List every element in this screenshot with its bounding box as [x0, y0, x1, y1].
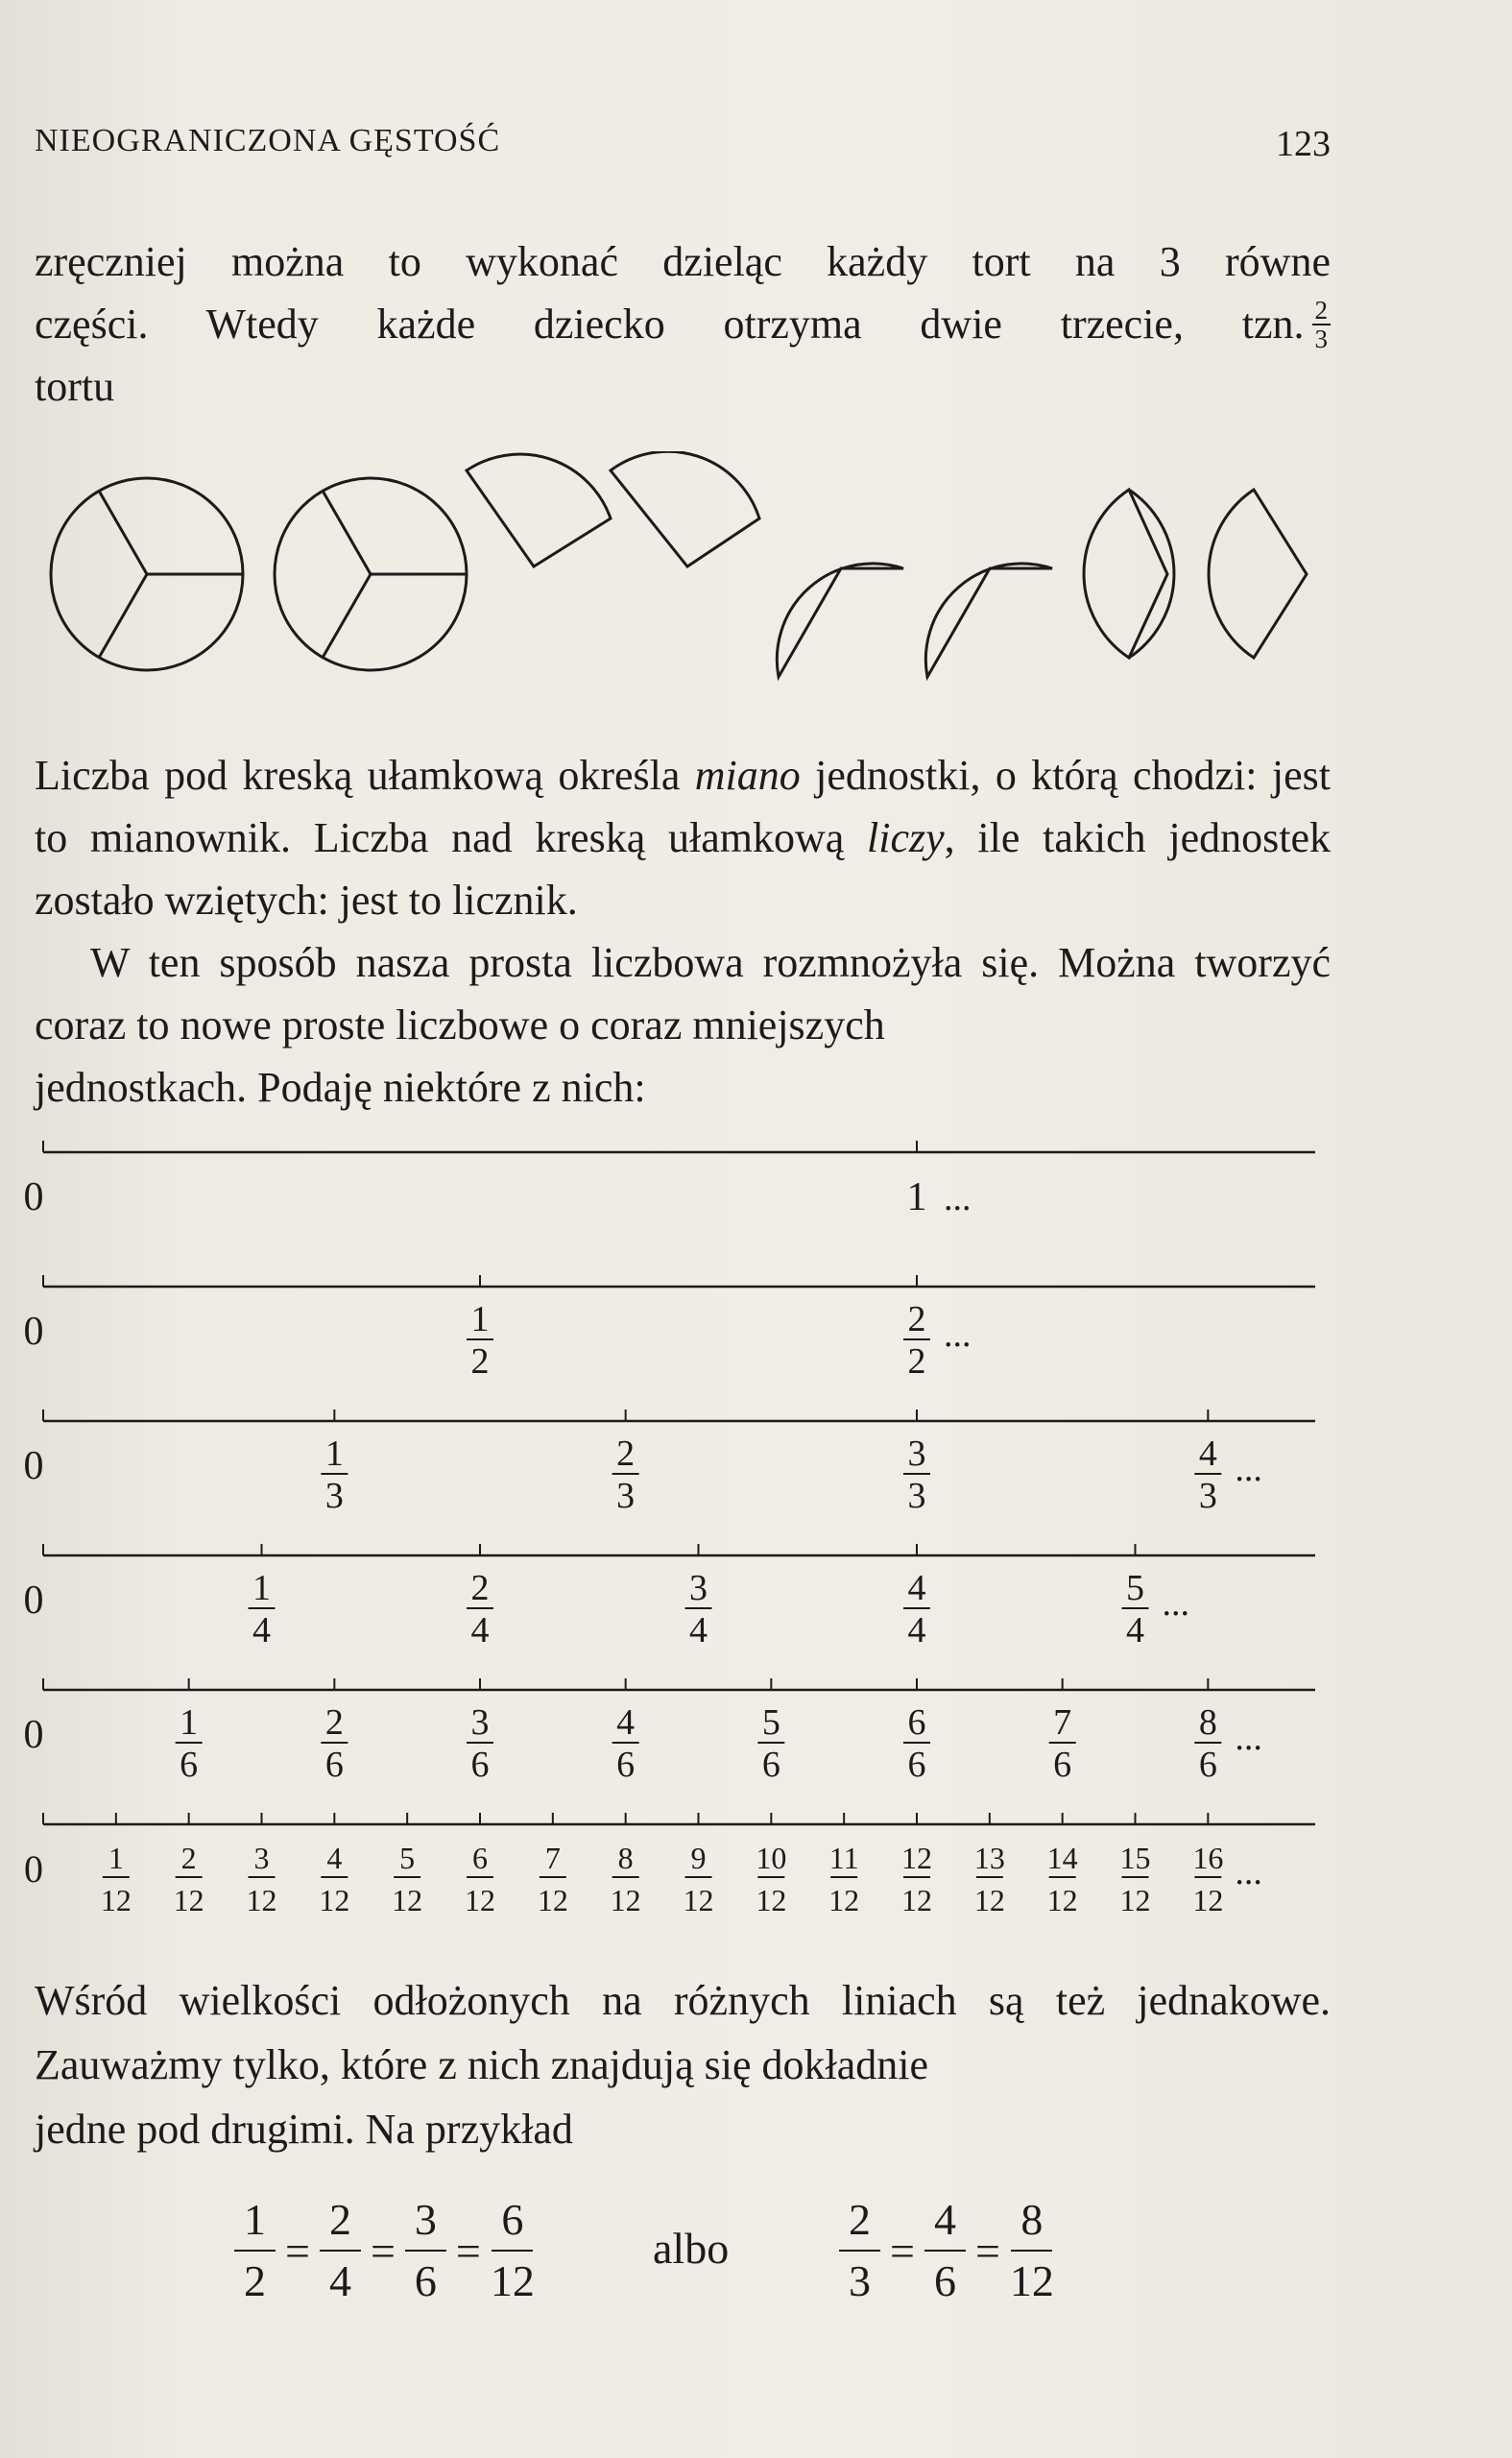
intro-line-1: zręczniej można to wykonać dzieląc każdy tort na 3 równe — [35, 238, 1331, 285]
fraction-numerator: 5 — [399, 1841, 416, 1875]
fraction-numerator: 16 — [1192, 1841, 1224, 1875]
fraction-numerator: 6 — [472, 1841, 488, 1875]
fraction-numerator: 13 — [973, 1841, 1005, 1875]
fraction-denominator: 12 — [1046, 1883, 1078, 1917]
albo-word: albo — [653, 2224, 730, 2273]
fraction-denominator: 12 — [1009, 2256, 1054, 2305]
ellipsis: ... — [944, 1314, 972, 1355]
equation-halves — [230, 2194, 539, 2307]
fraction-denominator: 6 — [933, 2256, 956, 2305]
fraction-denominator: 4 — [907, 1610, 926, 1651]
zero-label: 0 — [23, 1444, 44, 1488]
fraction-numerator: 11 — [828, 1841, 859, 1875]
fraction-numerator: 2 — [324, 1702, 344, 1743]
inline-fraction — [1312, 297, 1332, 352]
fraction-numerator: 2 — [1312, 297, 1332, 325]
paragraph-number-lines-intro — [35, 931, 1331, 1119]
fraction-denominator: 6 — [616, 1745, 636, 1785]
fraction-numerator: 1 — [234, 2194, 276, 2252]
fraction — [839, 2194, 880, 2307]
fraction-numerator: 4 — [326, 1841, 343, 1875]
fraction-numerator: 2 — [470, 1568, 490, 1608]
fraction-numerator: 4 — [924, 2194, 966, 2252]
fraction-numerator: 9 — [690, 1841, 707, 1875]
fraction-numerator: 3 — [405, 2194, 446, 2252]
fraction-numerator: 6 — [492, 2194, 533, 2252]
fraction-numerator: 8 — [1011, 2194, 1052, 2252]
paragraph-definition — [35, 744, 1331, 931]
fraction-denominator: 12 — [490, 2256, 535, 2305]
equals-sign: = — [455, 2226, 481, 2276]
fraction-numerator: 7 — [1053, 1702, 1072, 1743]
fraction-numerator: 2 — [907, 1299, 926, 1339]
fraction-numerator: 3 — [470, 1702, 490, 1743]
fraction-denominator: 12 — [973, 1883, 1005, 1917]
fraction-denominator: 2 — [907, 1341, 926, 1382]
fraction-numerator: 1 — [252, 1568, 271, 1608]
fraction-numerator: 2 — [839, 2194, 880, 2252]
fraction-denominator: 12 — [901, 1883, 932, 1917]
fraction-denominator: 12 — [828, 1883, 860, 1917]
fraction-denominator: 3 — [849, 2256, 871, 2305]
running-head: NIEOGRANICZONA GĘSTOŚĆ — [35, 123, 501, 158]
equals-sign: = — [890, 2226, 915, 2276]
fraction-denominator: 4 — [470, 1610, 490, 1651]
cake-slice — [1209, 490, 1307, 658]
fraction-numerator: 4 — [616, 1702, 636, 1743]
fraction-numerator: 3 — [689, 1568, 708, 1608]
cake-slice — [611, 451, 759, 566]
equivalent-fractions — [230, 2194, 1190, 2319]
fraction-denominator: 6 — [761, 1745, 780, 1785]
number-lines-diagram — [0, 1133, 1512, 1959]
fraction-denominator: 12 — [756, 1883, 787, 1917]
number-lines-intro-text: W ten sposób nasza prosta liczbowa rozmnożyła się. Można tworzyć coraz to nowe proste liczbowe o coraz mniejszych — [35, 939, 1331, 1048]
ellipsis: ... — [1235, 1718, 1262, 1758]
observation-text: Wśród wielkości odłożonych na różnych liniach są też jednakowe. Zauważmy tylko, które z nich znajdują się dokładnie — [35, 1977, 1331, 2088]
fraction-denominator: 3 — [324, 1476, 344, 1516]
zero-label: 0 — [23, 1713, 44, 1757]
fraction-numerator: 8 — [1198, 1702, 1217, 1743]
fraction — [320, 2194, 361, 2307]
cake-slice — [925, 564, 1052, 677]
fraction-denominator: 12 — [537, 1883, 568, 1917]
fraction-numerator: 1 — [108, 1841, 124, 1875]
fraction-denominator: 12 — [683, 1883, 714, 1917]
fraction-denominator: 3 — [1314, 324, 1328, 353]
fraction-numerator: 8 — [617, 1841, 634, 1875]
paragraph-observation — [35, 1968, 1331, 2161]
fraction-denominator: 12 — [610, 1883, 641, 1917]
fraction-denominator: 6 — [907, 1745, 926, 1785]
definition-text-2: jednostki, o którą chodzi: jest to mianownik. Liczba nad kreską ułamkową — [35, 752, 1331, 861]
fraction-numerator: 2 — [616, 1434, 636, 1474]
fraction-denominator: 3 — [616, 1476, 636, 1516]
fraction-numerator: 6 — [907, 1702, 926, 1743]
definition-text-1: Liczba pod kreską ułamkową określa — [35, 752, 695, 799]
fraction-numerator: 5 — [1126, 1568, 1144, 1608]
ellipsis: ... — [1235, 1449, 1262, 1489]
intro-line-3: tortu — [35, 363, 115, 410]
fraction-denominator: 6 — [470, 1745, 490, 1785]
fraction-numerator: 1 — [180, 1702, 199, 1743]
fraction — [924, 2194, 966, 2307]
ellipsis: ... — [1235, 1852, 1262, 1892]
zero-label: 0 — [23, 1578, 44, 1623]
cake-divided-in-thirds — [275, 478, 467, 670]
fraction-numerator: 7 — [544, 1841, 561, 1875]
fraction — [405, 2194, 446, 2307]
fraction-denominator: 6 — [1053, 1745, 1072, 1785]
fraction — [234, 2194, 276, 2307]
fraction-denominator: 12 — [246, 1883, 277, 1917]
fraction-denominator: 12 — [1192, 1883, 1224, 1917]
fraction — [491, 2194, 535, 2307]
fraction-denominator: 6 — [324, 1745, 344, 1785]
fraction-numerator: 12 — [901, 1841, 932, 1875]
fraction-denominator: 2 — [470, 1341, 490, 1382]
fraction-denominator: 4 — [689, 1610, 708, 1651]
cake-slice — [467, 454, 611, 566]
cake-divided-in-thirds — [51, 478, 243, 670]
fraction-denominator: 3 — [1198, 1476, 1217, 1516]
fraction-numerator: 2 — [320, 2194, 361, 2252]
fraction-numerator: 1 — [324, 1434, 344, 1474]
fraction-numerator: 5 — [761, 1702, 780, 1743]
fraction-numerator: 10 — [756, 1841, 787, 1875]
fraction-denominator: 4 — [328, 2256, 351, 2305]
equals-sign: = — [974, 2226, 1000, 2276]
fraction-denominator: 12 — [1119, 1883, 1151, 1917]
fraction — [1010, 2194, 1054, 2307]
zero-label: 0 — [24, 1847, 43, 1891]
fraction-numerator: 4 — [907, 1568, 926, 1608]
fraction-denominator: 6 — [414, 2256, 437, 2305]
paragraph-intro — [35, 230, 1331, 418]
zero-label: 0 — [23, 1175, 44, 1219]
fraction-numerator: 4 — [1198, 1434, 1217, 1474]
fraction-denominator: 12 — [173, 1883, 204, 1917]
term-miano: miano — [694, 752, 801, 799]
fraction-numerator: 1 — [470, 1299, 490, 1339]
term-liczy: liczy — [867, 814, 945, 861]
fraction-denominator: 12 — [465, 1883, 495, 1917]
equals-sign: = — [370, 2226, 396, 2276]
ellipsis: ... — [944, 1178, 972, 1218]
fraction-denominator: 12 — [100, 1883, 132, 1917]
definition-text-3: , ile takich jednostek zostało wziętych: jest to licznik. — [35, 814, 1331, 924]
cake-slice — [777, 564, 903, 677]
page-header — [35, 123, 1331, 171]
fraction-numerator: 2 — [180, 1841, 197, 1875]
zero-label: 0 — [23, 1310, 44, 1354]
number-lines-intro-last: jednostkach. Podaję niektóre z nich: — [35, 1064, 646, 1111]
ellipsis: ... — [1162, 1583, 1189, 1624]
equation-thirds — [835, 2194, 1058, 2307]
intro-line-2-text: części. Wtedy każde dziecko otrzyma dwie trzecie, tzn. — [35, 301, 1305, 348]
equals-sign: = — [285, 2226, 310, 2276]
page-number: 123 — [1276, 124, 1331, 164]
fraction-numerator: 3 — [907, 1434, 926, 1474]
observation-last: jedne pod drugimi. Na przykład — [35, 2106, 573, 2153]
tick-label-whole: 1 — [906, 1175, 927, 1219]
fraction-denominator: 4 — [252, 1610, 271, 1651]
fraction-denominator: 6 — [1198, 1745, 1217, 1785]
fraction-denominator: 6 — [180, 1745, 199, 1785]
fraction-denominator: 12 — [392, 1883, 423, 1917]
fraction-numerator: 15 — [1119, 1841, 1151, 1875]
fraction-numerator: 14 — [1046, 1841, 1078, 1875]
fraction-denominator: 3 — [907, 1476, 926, 1516]
cake-pieces-illustration — [35, 451, 1321, 701]
fraction-denominator: 2 — [244, 2256, 266, 2305]
intro-line-2 — [35, 293, 1331, 355]
fraction-numerator: 3 — [253, 1841, 270, 1875]
fraction-denominator: 12 — [319, 1883, 350, 1917]
fraction-denominator: 4 — [1126, 1610, 1144, 1651]
